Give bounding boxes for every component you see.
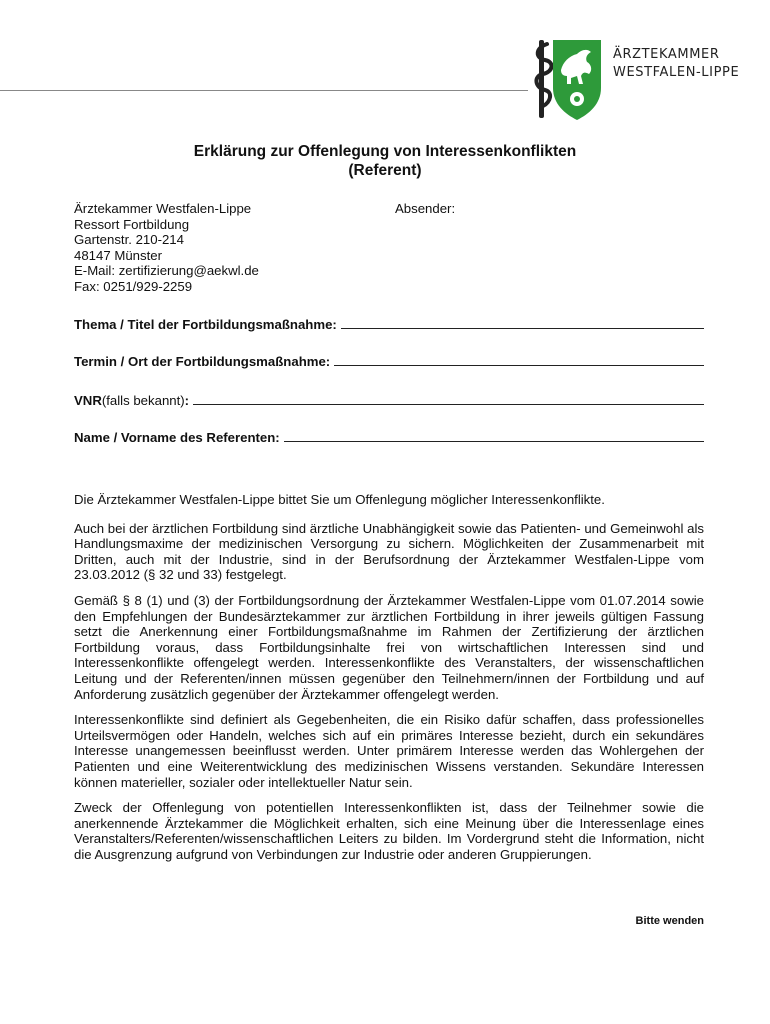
field-name-label: Name / Vorname des Referenten:: [74, 430, 280, 445]
paragraph: Interessenkonflikte sind definiert als Gegebenheiten, die ein Risiko dafür schaffen, dass professionelles Urteilsvermögen oder Handeln, welches sich auf ein primäres Interesse bezieht, durch ein sekundäres Interesse unangemessen beeinflusst werden. Unter primärem Interesse werden das Wohlergehen der Patienten und eine Weiterentwicklung des medizinischen Wissens verstanden. Sekundäre Interessen können materieller, sozialer oder intellektueller Natur sein.: [74, 712, 704, 790]
shield-shape: [553, 40, 601, 120]
org-name-line2: WESTFALEN-LIPPE: [613, 65, 740, 80]
recipient-address: [74, 201, 259, 295]
address-line: Ressort Fortbildung: [74, 216, 190, 232]
address-line: Fax: 0251/929-2259: [74, 278, 193, 294]
field-name-input-line[interactable]: [284, 429, 704, 442]
address-line: E-Mail: zertifizierung@aekwl.de: [74, 263, 259, 279]
address-line: Ärztekammer Westfalen-Lippe: [74, 201, 252, 216]
field-vnr-colon: :: [184, 393, 190, 408]
body-text: [74, 492, 704, 872]
title-line1: Erklärung zur Offenlegung von Interessenkonflikten: [193, 143, 577, 160]
organization-name: [613, 46, 739, 82]
chamber-logo: [533, 36, 603, 122]
address-line: Gartenstr. 210-214: [74, 232, 184, 248]
document-title: [0, 142, 770, 180]
field-vnr-hint: (falls bekannt): [101, 393, 185, 408]
page-turn-note: Bitte wenden: [635, 915, 704, 927]
field-thema: [74, 316, 704, 332]
paragraph: Gemäß § 8 (1) und (3) der Fortbildungsordnung der Ärztekammer Westfalen-Lippe vom 01.07.2014 sowie den Empfehlungen der Bundesärztekammer zur ärztlichen Fortbildung in ihrer jeweils gültigen Fassung setzt die Anerkennung einer Fortbildungsmaßnahme im Rahmen der Zertifizierung der ärztlichen Fortbildung voraus, dass Fortbildungsinhalte frei von wirtschaftlichen Interessen sind und Interessenkonflikte offengelegt werden. Interessenkonflikte des Veranstalters, der wissenschaftlichen Leitung und der Referenten/innen müssen gegenüber den Teilnehmern/innen der Fortbildung und auf Anforderung zusätzlich gegenüber der Ärztekammer offengelegt werden.: [74, 592, 704, 702]
paragraph: Auch bei der ärztlichen Fortbildung sind ärztliche Unabhängigkeit sowie das Patienten- und Gemeinwohl als Handlungsmaxime der medizinischen Versorgung zu sichern. Möglichkeiten der Zusammenarbeit mit Dritten, auch mit der Industrie, sind in der Berufsordnung der Ärztekammer Westfalen-Lippe vom 23.03.2012 (§ 32 und 33) festgelegt.: [74, 520, 704, 583]
field-thema-label: Thema / Titel der Fortbildungsmaßnahme:: [74, 317, 337, 332]
field-vnr-input-line[interactable]: [193, 392, 704, 405]
field-vnr: [74, 392, 704, 408]
title-line2: (Referent): [348, 162, 422, 179]
field-termin: [74, 353, 704, 369]
sender-label: Absender:: [395, 201, 456, 216]
field-name: [74, 429, 704, 445]
field-termin-label: Termin / Ort der Fortbildungsmaßnahme:: [74, 354, 331, 369]
org-name-line1: ÄRZTEKAMMER: [613, 47, 720, 62]
field-vnr-label: VNR: [74, 393, 102, 408]
address-line: 48147 Münster: [74, 247, 162, 263]
paragraph: Die Ärztekammer Westfalen-Lippe bittet Sie um Offenlegung möglicher Interessenkonflikte.: [74, 492, 605, 507]
paragraph: Zweck der Offenlegung von potentiellen Interessenkonflikten ist, dass der Teilnehmer sowie die anerkennende Ärztekammer die Möglichkeit erhalten, sich eine Meinung über die Interessenlage eines Veranstalters/Referenten/wissenschaftlichen Leiters zu bilden. Im Vordergrund steht die Information, nicht die Ausgrenzung aufgrund von Verbindungen zur Industrie oder anderen Gruppierungen.: [74, 800, 704, 862]
header-divider: [0, 90, 528, 91]
field-thema-input-line[interactable]: [341, 316, 704, 329]
field-termin-input-line[interactable]: [334, 353, 704, 366]
